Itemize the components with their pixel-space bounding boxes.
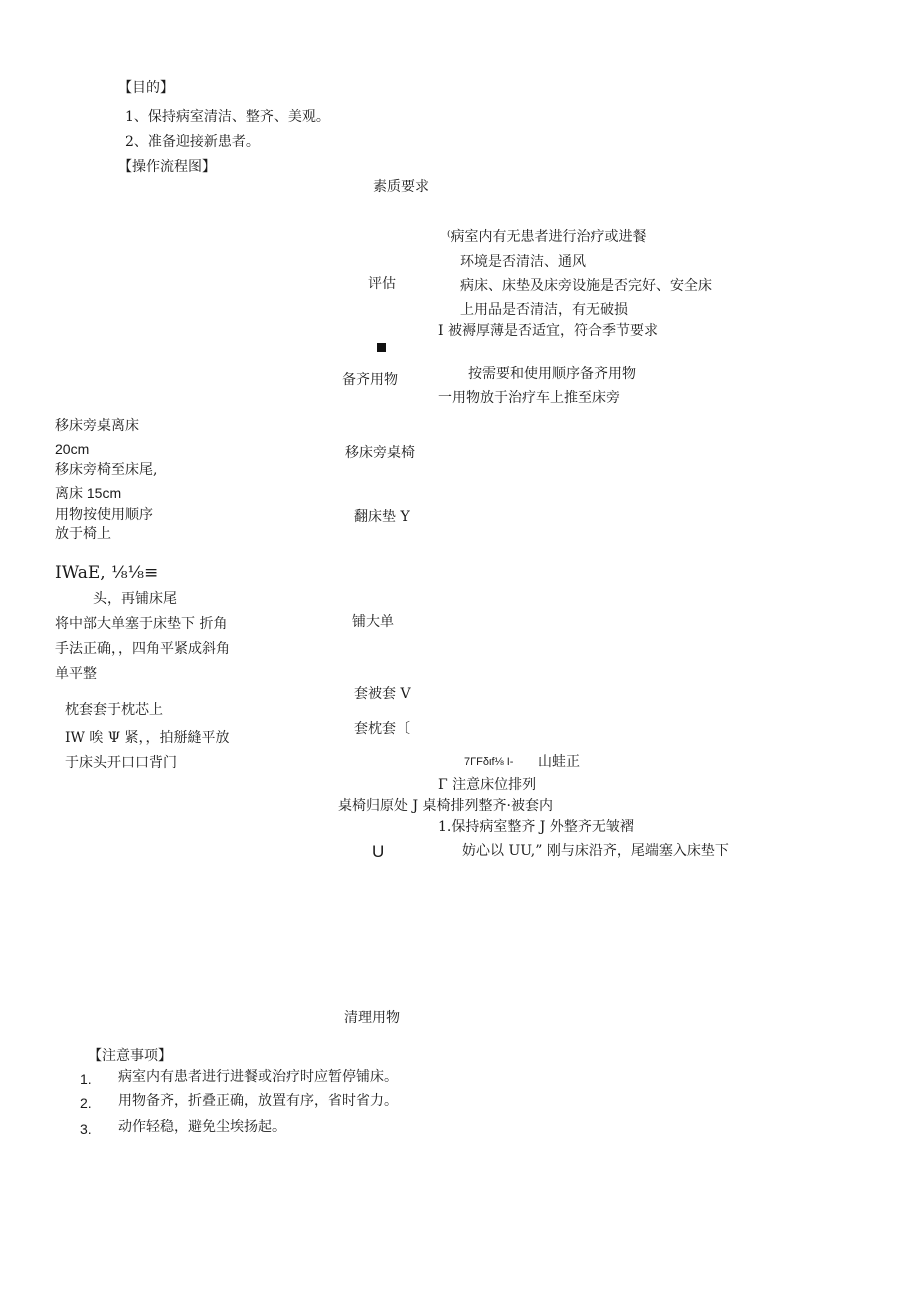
assess-note: 环境是否清洁、通风 [460,254,586,270]
step-sheet: 铺大单 [352,614,394,630]
move-note: 放于椅上 [55,526,111,542]
move-note: 移床旁桌离床 [55,418,139,434]
flow-square-marker [377,343,386,352]
move-note: 用物按使用顺序 [55,507,153,523]
notes-heading: 【注意事项】 [88,1048,172,1064]
arrange-note: 1.保持病室整齐 J 外整齐无皱褶 [438,819,634,835]
step-quality: 素质要求 [373,179,429,195]
move-note: 离床 15cm [55,485,122,501]
u-mark: U [372,842,385,861]
sheet-note: 手法正确，，四角平紧成斜角 [55,641,230,657]
step-prepare: 备齐用物 [342,372,398,388]
prepare-note: 一用物放于治疗车上推至床旁 [438,390,620,406]
pillow-note: 枕套套于枕芯上 [65,702,163,718]
purpose-item: 2、准备迎接新患者。 [125,134,260,150]
step-clean: 清理用物 [344,1010,400,1026]
note-number: 2. [80,1095,92,1111]
prepare-note: 按需要和使用顺序备齐用物 [468,366,636,382]
step-quilt: 套被套 V [354,686,411,702]
sheet-note: 单平整 [55,666,97,682]
bottom-note: 妨心以 UU,” 刚与床沿齐，尾端塞入床垫下 [462,843,729,859]
note-text: 病室内有患者进行进餐或治疗时应暂停铺床。 [118,1069,398,1085]
pillow-note: 于床头开口口背门 [65,755,177,771]
garbled-heading: IWaE, ⅛⅛≡ [55,563,159,583]
purpose-item: 1、保持病室清洁、整齐、美观。 [125,109,330,125]
step-pillow: 套枕套〔 [354,721,410,737]
move-note: 20cm [55,441,90,457]
sheet-note: 将中部大单塞于床垫下 折角 [55,616,228,632]
assess-note: 上用品是否清洁，有无破损 [460,302,628,318]
pillow-note: IW 唉 Ψ 紧，，拍掰縫平放 [65,730,230,746]
note-number: 3. [80,1121,92,1137]
step-flip: 翻床垫 Y [354,509,410,525]
note-text: 动作轻稳，避免尘埃扬起。 [118,1119,286,1135]
assess-note: I 被褥厚薄是否适宜，符合季节要求 [438,323,658,339]
move-note: 移床旁椅至床尾, [55,462,158,478]
step-assess: 评估 [368,276,396,292]
sheet-note: 头，再铺床尾 [93,591,177,607]
step-move: 移床旁桌椅 [345,445,415,461]
flow-heading: 【操作流程图】 [118,159,216,175]
step-restore: 桌椅归原处 J 桌椅排列整齐·被套内 [338,798,553,814]
arrange-note: Γ 注意床位排列 [438,777,537,793]
note-text: 用物备齐，折叠正确，放置有序，省时省力。 [118,1093,398,1109]
right-fragment: 山蛙正 [538,754,580,770]
assess-note: 病床、床垫及床旁设施是否完好、安全床 [460,278,712,294]
garbled-small: 7ΓFδιf⅛ I- [464,756,514,768]
note-number: 1. [80,1071,92,1087]
purpose-heading: 【目的】 [118,80,174,96]
assess-note: ⁽病室内有无患者进行治疗或进餐 [447,229,647,245]
